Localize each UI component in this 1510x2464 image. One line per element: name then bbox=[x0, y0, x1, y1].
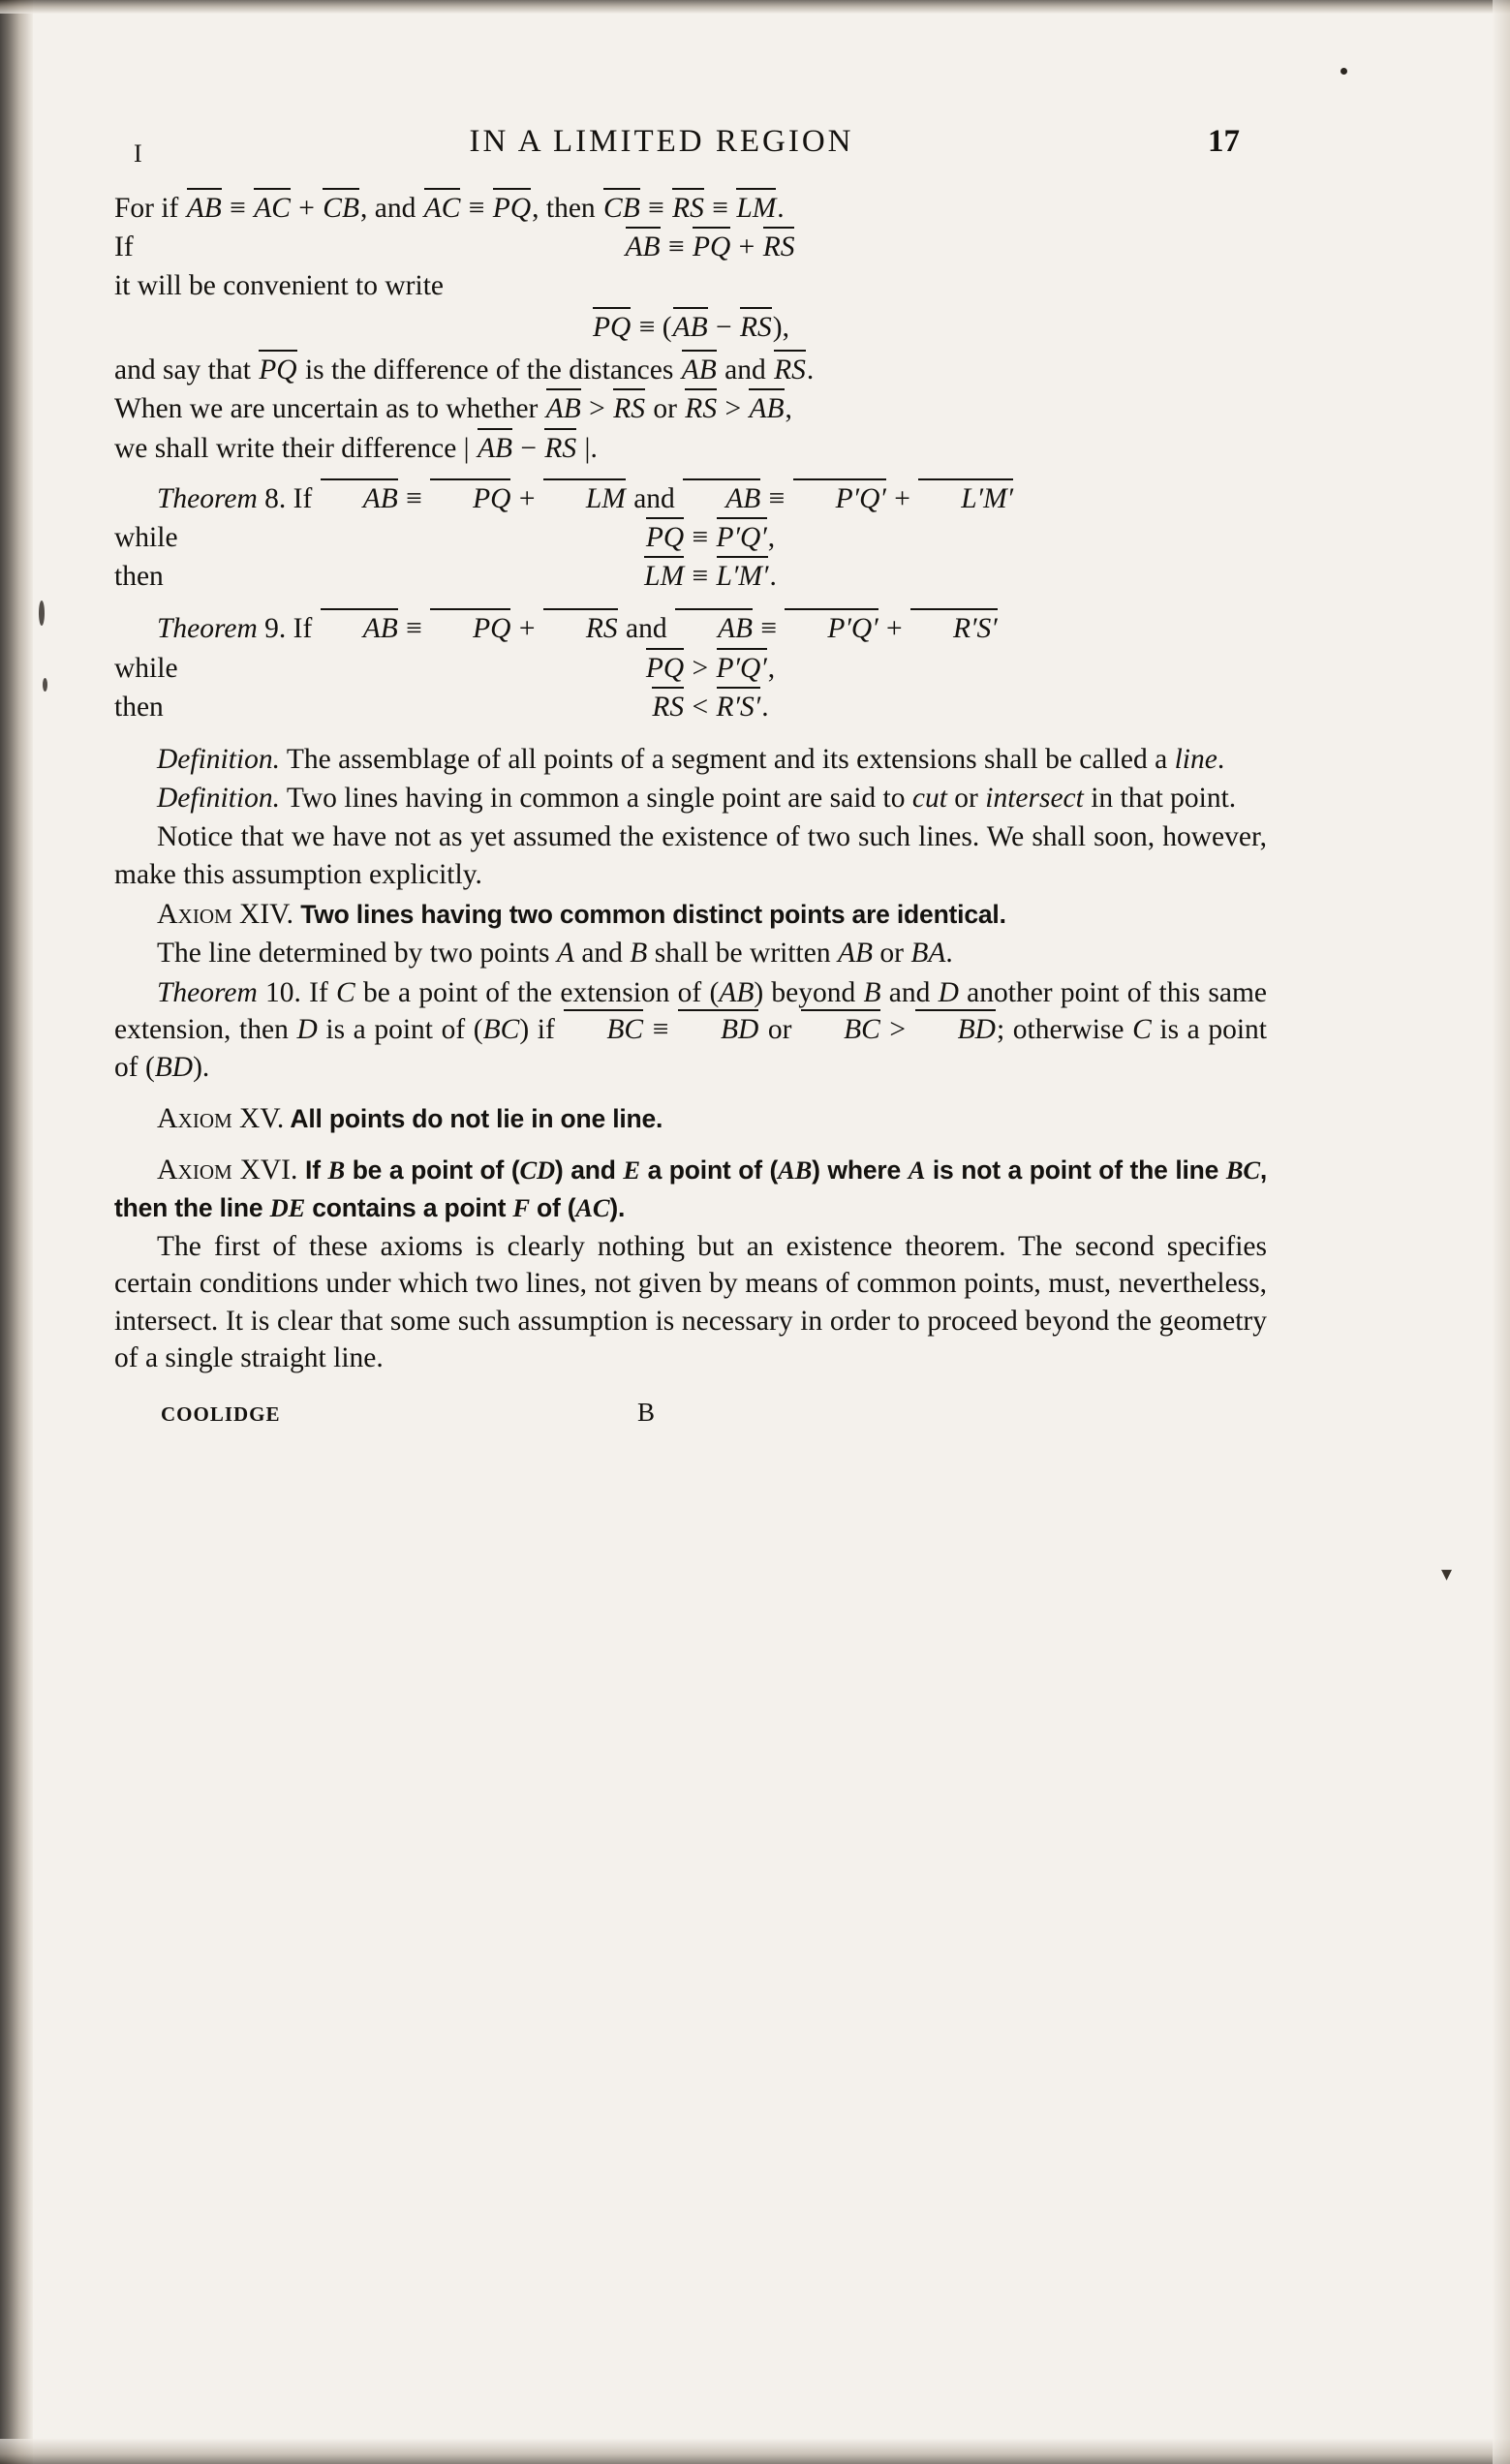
segment-pq: PQ bbox=[492, 190, 532, 227]
segment-cd: CD bbox=[519, 1155, 555, 1186]
text-run: be a point of the extension of ( bbox=[354, 976, 720, 1008]
axiom-number: XV. bbox=[231, 1102, 285, 1134]
folio-left-mark: I bbox=[134, 139, 143, 168]
point-f: F bbox=[512, 1192, 530, 1222]
text-run: in that point. bbox=[1083, 783, 1237, 815]
text-run: is the difference of the distances bbox=[297, 354, 681, 386]
theorem-8-while-row bbox=[114, 519, 1267, 558]
segment-ac: AC bbox=[575, 1192, 610, 1222]
text-run: and bbox=[880, 976, 939, 1008]
text-run: |. bbox=[577, 432, 598, 464]
segment-bc-bar: BC bbox=[563, 1011, 644, 1048]
text-run: . bbox=[806, 354, 815, 386]
line-bc: BC bbox=[1225, 1155, 1260, 1186]
paragraph-absolute-difference bbox=[114, 430, 1267, 467]
axiom-text: Two lines having two common distinct points are identical. bbox=[293, 900, 1006, 930]
segment-rs: RS bbox=[773, 352, 807, 388]
text-run: − bbox=[708, 311, 739, 343]
text-run: + bbox=[291, 193, 323, 224]
theorem-number: 9. bbox=[257, 613, 287, 645]
segment-p-prime-q-prime: P′Q′ bbox=[716, 650, 768, 687]
defined-term-intersect: intersect bbox=[985, 783, 1084, 815]
text-run: > bbox=[880, 1014, 914, 1046]
segment-rs: RS bbox=[612, 390, 646, 427]
text-run: another point of this same extension, then bbox=[114, 976, 1268, 1046]
paragraph-for-if bbox=[114, 190, 1267, 227]
segment-rs: RS bbox=[651, 689, 685, 725]
segment-ab-2: AB bbox=[748, 390, 785, 427]
while-label: while bbox=[114, 652, 178, 684]
text-run: ≡ bbox=[661, 231, 692, 263]
text-run: When we are uncertain as to whether bbox=[114, 393, 545, 425]
paragraph-uncertain bbox=[114, 390, 1267, 427]
point-b: B bbox=[863, 976, 881, 1008]
axiom-number: XIV. bbox=[231, 899, 294, 931]
text-run: , then the line bbox=[114, 1155, 1267, 1222]
text-run: and bbox=[618, 613, 674, 645]
text-run: , bbox=[785, 393, 792, 425]
text-run: If bbox=[297, 1155, 328, 1186]
while-label: while bbox=[114, 522, 178, 554]
text-run: and say that bbox=[114, 354, 259, 386]
text-run: a point of ( bbox=[639, 1155, 779, 1186]
text-run: be a point of ( bbox=[345, 1155, 520, 1186]
line-ba: BA bbox=[910, 938, 946, 970]
text-run: ≡ bbox=[685, 522, 716, 554]
page-edge-shadow-bottom bbox=[0, 2439, 1510, 2464]
then-label: then bbox=[114, 561, 164, 593]
theorem-number: 8. bbox=[257, 483, 287, 515]
text-run: ) beyond bbox=[754, 976, 864, 1008]
segment-rs: RS bbox=[762, 229, 796, 265]
scan-speck bbox=[39, 601, 45, 626]
text-run: Two lines having in common a single point are said to bbox=[280, 783, 912, 815]
page-content bbox=[114, 116, 1267, 1440]
text-run: , bbox=[767, 652, 776, 684]
segment-bc-bar-2: BC bbox=[800, 1011, 881, 1048]
equation-thm8-while bbox=[114, 519, 1267, 556]
segment-lm: LM bbox=[542, 480, 627, 517]
text-run: , and bbox=[359, 193, 423, 224]
definition-line bbox=[114, 741, 1267, 778]
theorem-9-while-row bbox=[114, 650, 1267, 689]
text-run: ≡ bbox=[761, 483, 792, 515]
segment-ab-2: AB bbox=[682, 480, 761, 517]
text-run: + bbox=[511, 483, 542, 515]
text-run: < bbox=[685, 691, 716, 723]
defined-term-line: line bbox=[1174, 743, 1217, 775]
equation-ab-pq-rs bbox=[114, 229, 1267, 265]
segment-l-prime-m-prime: L′M′ bbox=[917, 480, 1014, 517]
paragraph-convenient: it will be convenient to write bbox=[114, 270, 444, 302]
text-run: . bbox=[769, 561, 777, 593]
running-head-title: IN A LIMITED REGION bbox=[469, 124, 854, 159]
paragraph-closing: The first of these axioms is clearly nothing but an existence theorem. The second specifies certain conditions under which two lines, not given by means of common points, must, nevertheless, intersect. It is clear that some such assumption is necessary in order to proceed beyond the geometry of a single straight line. bbox=[114, 1230, 1267, 1373]
text-run: . bbox=[777, 193, 785, 224]
segment-rs: RS bbox=[739, 309, 773, 346]
text-run: we shall write their difference | bbox=[114, 432, 477, 464]
segment-bd-bar: BD bbox=[677, 1011, 759, 1048]
text-run: and bbox=[573, 938, 631, 970]
text-run: If bbox=[286, 483, 320, 515]
defined-term-cut: cut bbox=[911, 783, 947, 815]
segment-pq: PQ bbox=[258, 352, 297, 388]
axiom-14 bbox=[114, 895, 1267, 933]
text-run: ≡ bbox=[685, 561, 716, 593]
point-d-2: D bbox=[296, 1014, 318, 1046]
text-run: contains a point bbox=[305, 1192, 513, 1222]
segment-pq: PQ bbox=[429, 480, 511, 517]
axiom-label: Axiom bbox=[157, 1154, 232, 1186]
text-run: For if bbox=[114, 193, 186, 224]
segment-p-prime-q-prime: P′Q′ bbox=[792, 480, 887, 517]
theorem-8 bbox=[114, 480, 1267, 517]
theorem-8-then-row bbox=[114, 558, 1267, 597]
text-run: . bbox=[945, 938, 953, 970]
theorem-label: Theorem bbox=[157, 613, 258, 645]
segment-r-prime-s-prime: R′S′ bbox=[909, 610, 999, 647]
segment-ab: AB bbox=[545, 390, 582, 427]
segment-lm: LM bbox=[643, 558, 685, 595]
text-run: is a point of ( bbox=[114, 1014, 1268, 1083]
paragraph-notice: Notice that we have not as yet assumed the existence of two such lines. We shall soon, however, make this assumption explicitly. bbox=[114, 821, 1267, 890]
text-run: , bbox=[767, 522, 776, 554]
point-a: A bbox=[908, 1155, 926, 1186]
text-run: ), bbox=[772, 311, 789, 343]
segment-p-prime-q-prime: P′Q′ bbox=[716, 519, 768, 556]
segment-pq: PQ bbox=[645, 650, 685, 687]
text-run: of ( bbox=[529, 1192, 576, 1222]
segment-bc: BC bbox=[482, 1014, 520, 1046]
book-signature: COOLIDGE bbox=[161, 1402, 281, 1427]
text-run: ) where bbox=[812, 1155, 909, 1186]
then-label: then bbox=[114, 691, 164, 723]
text-run: − bbox=[513, 432, 544, 464]
text-run: The line determined by two points bbox=[157, 938, 557, 970]
text-run: + bbox=[511, 613, 542, 645]
text-run: + bbox=[878, 613, 910, 645]
equation-difference bbox=[114, 309, 1267, 346]
paragraph-line-determined bbox=[114, 935, 1267, 971]
segment-ab: AB bbox=[681, 352, 718, 388]
axiom-text: All points do not lie in one line. bbox=[284, 1103, 663, 1133]
text-run: ≡ bbox=[644, 1014, 677, 1046]
text-run: . bbox=[1217, 743, 1225, 775]
segment-ab: AB bbox=[625, 229, 662, 265]
segment-ac: AC bbox=[253, 190, 292, 227]
segment-pq: PQ bbox=[429, 610, 511, 647]
page-edge-shadow-left bbox=[0, 0, 33, 2464]
segment-ab-2: AB bbox=[674, 610, 754, 647]
text-run: is not a point of the line bbox=[925, 1155, 1226, 1186]
text-run: ≡ bbox=[222, 193, 254, 224]
point-a: A bbox=[556, 938, 574, 970]
segment-ab: AB bbox=[672, 309, 709, 346]
segment-rs: RS bbox=[542, 610, 619, 647]
text-run: ≡ bbox=[640, 193, 672, 224]
axiom-number: XVI. bbox=[231, 1155, 298, 1186]
segment-ac-2: AC bbox=[423, 190, 462, 227]
segment-cb: CB bbox=[322, 190, 360, 227]
text-run: ) if bbox=[519, 1014, 564, 1046]
text-run: ≡ ( bbox=[632, 311, 672, 343]
text-run: ≡ bbox=[398, 483, 430, 515]
point-e: E bbox=[623, 1155, 640, 1186]
definition-intersect bbox=[114, 780, 1267, 816]
segment-ab: AB bbox=[186, 190, 223, 227]
text-run: ; otherwise bbox=[996, 1014, 1133, 1046]
segment-lm: LM bbox=[735, 190, 777, 227]
segment-pq: PQ bbox=[592, 309, 632, 346]
scan-speck bbox=[43, 678, 47, 692]
text-run: + bbox=[731, 231, 762, 263]
segment-ab: AB bbox=[320, 480, 399, 517]
segment-bd: BD bbox=[154, 1051, 194, 1083]
text-run: ≡ bbox=[754, 613, 785, 645]
running-head bbox=[114, 116, 1267, 184]
margin-mark: ▾ bbox=[1440, 1561, 1452, 1586]
text-run: is a point of ( bbox=[317, 1014, 483, 1046]
segment-ab: AB bbox=[778, 1155, 813, 1186]
axiom-label: Axiom bbox=[157, 1101, 232, 1134]
point-b: B bbox=[327, 1155, 346, 1186]
segment-rs-2: RS bbox=[684, 390, 718, 427]
text-run: The assemblage of all points of a segment and its extensions shall be called a bbox=[280, 743, 1175, 775]
text-run: ≡ bbox=[461, 193, 492, 224]
theorem-label: Theorem bbox=[157, 483, 258, 515]
text-run: > bbox=[581, 393, 613, 425]
segment-pq: PQ bbox=[692, 229, 731, 265]
text-run: , then bbox=[532, 193, 603, 224]
text-run: shall be written bbox=[647, 938, 838, 970]
scan-speck bbox=[1341, 68, 1347, 75]
text-run: ). bbox=[193, 1051, 210, 1083]
text-run: If bbox=[300, 976, 337, 1008]
text-run: + bbox=[886, 483, 918, 515]
theorem-label: Theorem bbox=[157, 976, 258, 1008]
text-run: and bbox=[626, 483, 683, 515]
theorem-9-then-row bbox=[114, 689, 1267, 727]
equation-row-if bbox=[114, 229, 1267, 267]
text-run: or bbox=[946, 783, 986, 815]
text-run: If bbox=[286, 613, 320, 645]
page-number: 17 bbox=[1208, 124, 1240, 159]
theorem-10 bbox=[114, 974, 1267, 1086]
segment-pq: PQ bbox=[645, 519, 685, 556]
text-run: or bbox=[645, 393, 685, 425]
equation-thm9-then bbox=[114, 689, 1267, 725]
paragraph-difference bbox=[114, 352, 1267, 388]
axiom-16 bbox=[114, 1151, 1267, 1226]
axiom-15 bbox=[114, 1099, 1267, 1137]
point-b: B bbox=[630, 938, 648, 970]
segment-ab: AB bbox=[320, 610, 399, 647]
definition-label: Definition. bbox=[157, 743, 281, 775]
line-de: DE bbox=[269, 1192, 306, 1222]
point-c: C bbox=[336, 976, 355, 1008]
foot-signature-line bbox=[114, 1398, 1267, 1440]
page-edge-shadow-right bbox=[1493, 0, 1510, 2464]
axiom-label: Axiom bbox=[157, 898, 232, 931]
segment-rs: RS bbox=[671, 190, 705, 227]
text-run: and bbox=[717, 354, 774, 386]
segment-ab: AB bbox=[719, 976, 755, 1008]
text-run: . bbox=[761, 691, 769, 723]
if-label: If bbox=[114, 231, 134, 263]
segment-r-prime-s-prime: R′S′ bbox=[716, 689, 762, 725]
text-run: > bbox=[718, 393, 749, 425]
equation-thm9-while bbox=[114, 650, 1267, 687]
point-d: D bbox=[938, 976, 959, 1008]
signature-mark: B bbox=[637, 1398, 656, 1428]
text-run: ). bbox=[609, 1192, 626, 1222]
equation-thm8-then bbox=[114, 558, 1267, 595]
definition-label: Definition. bbox=[157, 783, 281, 815]
theorem-number: 10. bbox=[257, 976, 301, 1008]
text-run: or bbox=[759, 1014, 801, 1046]
segment-l-prime-m-prime: L′M′ bbox=[716, 558, 770, 595]
segment-ab: AB bbox=[477, 430, 513, 467]
text-run: or bbox=[873, 938, 911, 970]
segment-bd-bar-2: BD bbox=[914, 1011, 997, 1048]
theorem-9 bbox=[114, 610, 1267, 647]
point-c-2: C bbox=[1132, 1014, 1152, 1046]
segment-rs: RS bbox=[543, 430, 577, 467]
segment-cb-2: CB bbox=[602, 190, 641, 227]
line-ab: AB bbox=[837, 938, 873, 970]
text-run: ) and bbox=[554, 1155, 624, 1186]
text-run: ≡ bbox=[398, 613, 430, 645]
segment-p-prime-q-prime: P′Q′ bbox=[784, 610, 878, 647]
body-text bbox=[114, 190, 1267, 1440]
page-edge-shadow-top bbox=[0, 0, 1510, 14]
text-run: ≡ bbox=[704, 193, 736, 224]
text-run: > bbox=[685, 652, 716, 684]
